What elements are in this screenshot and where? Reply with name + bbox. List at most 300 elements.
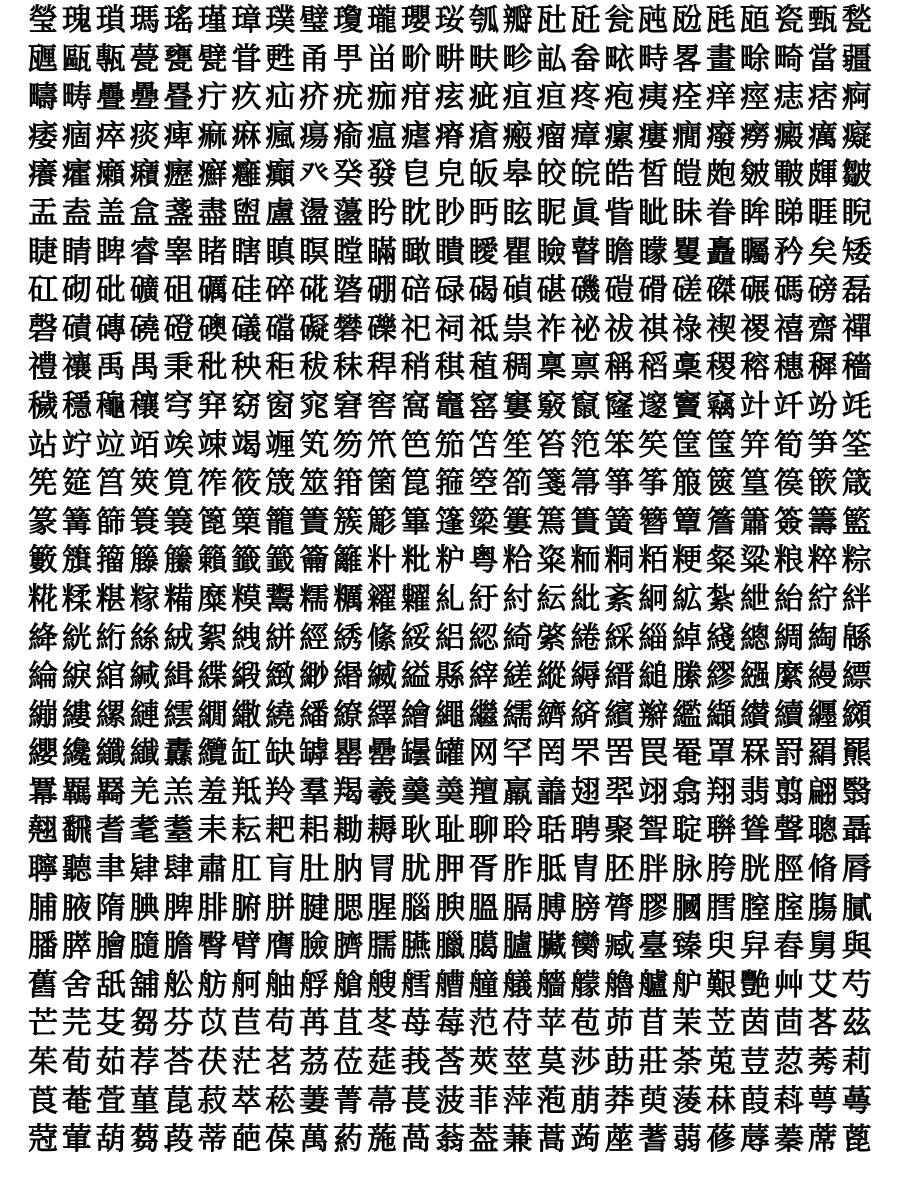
glyph: 畫 [706, 41, 737, 77]
glyph: 皙 [638, 157, 669, 193]
glyph: 舐 [95, 967, 126, 1003]
glyph: 舮 [672, 967, 703, 1003]
glyph: 簇 [333, 504, 364, 540]
character-row [26, 620, 874, 659]
glyph: 縋 [638, 659, 669, 695]
glyph: 肚 [299, 852, 330, 888]
glyph: 祚 [536, 311, 567, 347]
glyph: 竝 [95, 427, 126, 463]
glyph: 胖 [638, 852, 669, 888]
glyph: 絖 [61, 620, 92, 656]
glyph: 璞 [265, 3, 296, 38]
glyph: 翩 [807, 774, 838, 810]
character-row [26, 2, 874, 41]
glyph: 痊 [672, 80, 703, 116]
glyph: 簣 [570, 504, 601, 540]
glyph: 聨 [706, 813, 737, 849]
glyph: 羈 [61, 774, 92, 810]
glyph: 瓰 [672, 3, 703, 38]
glyph: 蓍 [638, 1122, 669, 1158]
glyph: 疇 [27, 80, 58, 116]
glyph: 總 [739, 620, 770, 656]
glyph: 痰 [129, 118, 160, 154]
glyph: 碎 [265, 273, 296, 309]
glyph: 臟 [536, 929, 567, 965]
glyph: 笶 [638, 427, 669, 463]
glyph: 畚 [570, 41, 601, 77]
glyph: 眞 [570, 195, 601, 231]
glyph: 蒹 [502, 1122, 533, 1158]
glyph: 瘰 [604, 118, 635, 154]
glyph: 縱 [536, 659, 567, 695]
glyph: 腴 [434, 890, 465, 926]
glyph: 茣 [536, 1045, 567, 1081]
glyph: 秉 [163, 350, 194, 386]
glyph: 綟 [61, 659, 92, 695]
glyph: 繝 [197, 697, 228, 733]
glyph: 癇 [672, 118, 703, 154]
glyph: 肅 [197, 852, 228, 888]
glyph: 礦 [129, 273, 160, 309]
glyph: 簧 [604, 504, 635, 540]
glyph: 續 [773, 697, 804, 733]
glyph: 紆 [468, 581, 499, 617]
glyph: 芍 [841, 967, 872, 1003]
glyph: 芟 [95, 1006, 126, 1042]
glyph: 碾 [739, 273, 770, 309]
glyph: 芬 [163, 1006, 194, 1042]
glyph: 胝 [536, 852, 567, 888]
character-row [26, 658, 874, 697]
glyph: 膂 [604, 890, 635, 926]
glyph: 萃 [231, 1083, 262, 1119]
glyph: 綫 [706, 620, 737, 656]
glyph: 甼 [333, 41, 364, 77]
glyph: 礬 [333, 311, 364, 347]
glyph: 縟 [570, 659, 601, 695]
glyph: 蒂 [197, 1122, 228, 1158]
glyph: 稠 [502, 350, 533, 386]
glyph: 菲 [468, 1083, 499, 1119]
glyph: 莟 [434, 1045, 465, 1081]
glyph: 祺 [638, 311, 669, 347]
glyph: 珱 [434, 3, 465, 38]
glyph: 艤 [502, 967, 533, 1003]
glyph: 胱 [739, 852, 770, 888]
glyph: 莠 [807, 1045, 838, 1081]
glyph: 竄 [570, 388, 601, 424]
glyph: 竭 [231, 427, 262, 463]
glyph: 耡 [333, 813, 364, 849]
glyph: 稱 [604, 350, 635, 386]
glyph: 睨 [841, 195, 872, 231]
glyph: 眈 [400, 195, 431, 231]
glyph: 糢 [231, 581, 262, 617]
glyph: 疼 [570, 80, 601, 116]
glyph: 綏 [400, 620, 431, 656]
character-row [26, 79, 874, 118]
glyph: 綯 [807, 620, 838, 656]
glyph: 瘡 [468, 118, 499, 154]
glyph: 緜 [841, 620, 872, 656]
glyph: 緤 [197, 659, 228, 695]
glyph: 穗 [773, 350, 804, 386]
glyph: 緝 [163, 659, 194, 695]
glyph: 繧 [163, 697, 194, 733]
glyph: 畭 [739, 41, 770, 77]
glyph: 瓏 [367, 3, 398, 38]
glyph: 箋 [536, 466, 567, 502]
glyph: 磔 [706, 273, 737, 309]
glyph: 繞 [265, 697, 296, 733]
glyph: 緞 [231, 659, 262, 695]
glyph: 稟 [536, 350, 567, 386]
glyph: 甕 [163, 41, 194, 77]
glyph: 笏 [333, 427, 364, 463]
glyph: 籠 [265, 504, 296, 540]
glyph: 碌 [434, 273, 465, 309]
glyph: 臾 [706, 929, 737, 965]
glyph: 聽 [61, 852, 92, 888]
glyph: 筱 [231, 466, 262, 502]
glyph: 胚 [604, 852, 635, 888]
glyph: 睹 [197, 234, 228, 270]
glyph: 粫 [570, 543, 601, 579]
glyph: 萼 [807, 1083, 838, 1119]
glyph: 蔆 [672, 1083, 703, 1119]
glyph: 篆 [27, 504, 58, 540]
glyph: 粹 [807, 543, 838, 579]
glyph: 鬻 [265, 581, 296, 617]
glyph: 粐 [434, 543, 465, 579]
glyph: 窶 [502, 388, 533, 424]
glyph: 紊 [604, 581, 635, 617]
glyph: 禪 [841, 311, 872, 347]
glyph: 粳 [672, 543, 703, 579]
glyph: 縡 [468, 659, 499, 695]
glyph: 纐 [841, 697, 872, 733]
glyph: 聢 [672, 813, 703, 849]
glyph: 礫 [367, 311, 398, 347]
glyph: 笆 [400, 427, 431, 463]
glyph: 菁 [333, 1083, 364, 1119]
glyph: 艷 [739, 967, 770, 1003]
glyph: 磑 [604, 273, 635, 309]
glyph: 纔 [61, 736, 92, 772]
glyph: 羯 [333, 774, 364, 810]
glyph: 礑 [265, 311, 296, 347]
glyph: 窈 [231, 388, 262, 424]
glyph: 箍 [434, 466, 465, 502]
glyph: 罔 [536, 736, 567, 772]
glyph: 苹 [536, 1006, 567, 1042]
glyph: 皃 [434, 157, 465, 193]
glyph: 祓 [604, 311, 635, 347]
glyph: 荅 [163, 1045, 194, 1081]
glyph: 菘 [265, 1083, 296, 1119]
character-row [26, 774, 874, 813]
glyph: 臍 [333, 929, 364, 965]
glyph: 縲 [95, 697, 126, 733]
glyph: 耻 [434, 813, 465, 849]
glyph: 絏 [231, 620, 262, 656]
glyph: 竢 [163, 427, 194, 463]
glyph: 菠 [434, 1083, 465, 1119]
glyph: 齋 [807, 311, 838, 347]
glyph: 艪 [604, 967, 635, 1003]
glyph: 茫 [231, 1045, 262, 1081]
glyph: 茯 [197, 1045, 228, 1081]
glyph: 痳 [231, 118, 262, 154]
glyph: 聆 [502, 813, 533, 849]
glyph: 粢 [536, 543, 567, 579]
glyph: 祟 [502, 311, 533, 347]
glyph: 臈 [468, 929, 499, 965]
glyph: 筵 [61, 466, 92, 502]
glyph: 翡 [739, 774, 770, 810]
glyph: 紿 [773, 581, 804, 617]
glyph: 籔 [27, 543, 58, 579]
glyph: 磅 [807, 273, 838, 309]
glyph: 笙 [502, 427, 533, 463]
glyph: 礙 [299, 311, 330, 347]
glyph: 罟 [604, 736, 635, 772]
glyph: 疆 [841, 41, 872, 77]
glyph: 縣 [434, 659, 465, 695]
glyph: 聘 [570, 813, 601, 849]
glyph: 當 [807, 41, 838, 77]
glyph: 莵 [706, 1045, 737, 1081]
glyph: 罧 [739, 736, 770, 772]
glyph: 舩 [163, 967, 194, 1003]
character-row [26, 156, 874, 195]
glyph: 睾 [163, 234, 194, 270]
glyph: 縺 [129, 697, 160, 733]
glyph: 簟 [672, 504, 703, 540]
glyph: 舫 [197, 967, 228, 1003]
glyph: 綰 [95, 659, 126, 695]
glyph: 眄 [468, 195, 499, 231]
glyph: 絋 [672, 581, 703, 617]
glyph: 蒿 [536, 1122, 567, 1158]
glyph: 茗 [265, 1045, 296, 1081]
glyph: 癶 [299, 157, 330, 193]
glyph: 苞 [570, 1006, 601, 1042]
glyph: 耨 [367, 813, 398, 849]
glyph: 疥 [299, 80, 330, 116]
character-row [26, 272, 874, 311]
glyph: 膃 [468, 890, 499, 926]
glyph: 罕 [502, 736, 533, 772]
glyph: 蓖 [841, 1122, 872, 1158]
glyph: 箒 [570, 466, 601, 502]
glyph: 菴 [61, 1083, 92, 1119]
glyph: 癆 [739, 118, 770, 154]
glyph: 磽 [129, 311, 160, 347]
glyph: 糲 [333, 581, 364, 617]
glyph: 簀 [299, 504, 330, 540]
character-row [26, 465, 874, 504]
glyph: 舸 [231, 967, 262, 1003]
glyph: 笵 [570, 427, 601, 463]
glyph: 纓 [27, 736, 58, 772]
glyph: 舁 [739, 929, 770, 965]
glyph: 筍 [773, 427, 804, 463]
glyph: 莚 [367, 1045, 398, 1081]
glyph: 皓 [604, 157, 635, 193]
glyph: 艘 [367, 967, 398, 1003]
glyph: 穉 [807, 350, 838, 386]
character-row [26, 41, 874, 80]
glyph: 菎 [163, 1083, 194, 1119]
glyph: 癬 [197, 157, 228, 193]
glyph: 眤 [536, 195, 567, 231]
glyph: 痾 [841, 80, 872, 116]
glyph: 蕚 [841, 1083, 872, 1119]
glyph: 龝 [95, 388, 126, 424]
glyph: 膣 [739, 890, 770, 926]
glyph: 肓 [265, 852, 296, 888]
glyph: 秧 [231, 350, 262, 386]
glyph: 眇 [434, 195, 465, 231]
glyph: 甌 [61, 41, 92, 77]
glyph: 疸 [536, 80, 567, 116]
glyph: 脉 [672, 852, 703, 888]
glyph: 莉 [841, 1045, 872, 1081]
glyph: 箘 [367, 466, 398, 502]
glyph: 祀 [400, 311, 431, 347]
glyph: 窰 [468, 388, 499, 424]
glyph: 繖 [231, 697, 262, 733]
glyph: 耄 [129, 813, 160, 849]
glyph: 碪 [536, 273, 567, 309]
glyph: 簍 [502, 504, 533, 540]
glyph: 篩 [95, 504, 126, 540]
glyph: 磆 [638, 273, 669, 309]
glyph: 緲 [299, 659, 330, 695]
glyph: 縅 [367, 659, 398, 695]
glyph: 苙 [706, 1006, 737, 1042]
glyph: 粭 [502, 543, 533, 579]
glyph: 菽 [197, 1083, 228, 1119]
glyph: 筴 [129, 466, 160, 502]
glyph: 紂 [502, 581, 533, 617]
glyph: 碚 [400, 273, 431, 309]
glyph: 碼 [773, 273, 804, 309]
glyph: 盞 [163, 195, 194, 231]
glyph: 篶 [536, 504, 567, 540]
glyph: 硼 [367, 273, 398, 309]
glyph: 笂 [299, 427, 330, 463]
glyph: 緕 [570, 697, 601, 733]
character-row [26, 1083, 874, 1122]
glyph: 穩 [61, 388, 92, 424]
glyph: 癈 [706, 118, 737, 154]
glyph: 畄 [367, 41, 398, 77]
glyph: 瓷 [773, 3, 804, 38]
character-row [26, 118, 874, 157]
glyph: 綉 [333, 620, 364, 656]
glyph: 盧 [265, 195, 296, 231]
glyph: 繩 [434, 697, 465, 733]
glyph: 禺 [129, 350, 160, 386]
glyph: 痲 [197, 118, 228, 154]
glyph: 臉 [299, 929, 330, 965]
glyph: 皴 [739, 157, 770, 193]
glyph: 膤 [706, 890, 737, 926]
glyph: 發 [367, 157, 398, 193]
glyph: 礒 [231, 311, 262, 347]
glyph: 稍 [400, 350, 431, 386]
glyph: 皹 [807, 157, 838, 193]
glyph: 緘 [129, 659, 160, 695]
glyph: 疵 [468, 80, 499, 116]
glyph: 纉 [739, 697, 770, 733]
glyph: 疽 [502, 80, 533, 116]
glyph: 篁 [739, 466, 770, 502]
glyph: 疔 [197, 80, 228, 116]
glyph: 與 [841, 929, 872, 965]
glyph: 畆 [536, 41, 567, 77]
glyph: 羚 [265, 774, 296, 810]
glyph: 禮 [27, 350, 58, 386]
glyph: 范 [468, 1006, 499, 1042]
glyph: 瘻 [638, 118, 669, 154]
glyph: 莇 [604, 1045, 635, 1081]
glyph: 舖 [129, 967, 160, 1003]
glyph: 膓 [807, 890, 838, 926]
glyph: 糜 [197, 581, 228, 617]
character-row [26, 349, 874, 388]
glyph: 竕 [807, 388, 838, 424]
glyph: 膕 [672, 890, 703, 926]
glyph: 籀 [95, 543, 126, 579]
glyph: 筮 [299, 466, 330, 502]
glyph: 羹 [400, 774, 431, 810]
glyph: 膾 [95, 929, 126, 965]
glyph: 砌 [61, 273, 92, 309]
glyph: 繪 [400, 697, 431, 733]
glyph: 蓚 [706, 1122, 737, 1158]
glyph: 癲 [265, 157, 296, 193]
glyph: 茵 [739, 1006, 770, 1042]
glyph: 菻 [706, 1083, 737, 1119]
character-row [26, 851, 874, 890]
glyph: 矼 [27, 273, 58, 309]
glyph: 瞑 [299, 234, 330, 270]
glyph: 羣 [299, 774, 330, 810]
glyph: 羝 [231, 774, 262, 810]
character-row [26, 735, 874, 774]
glyph: 腆 [129, 890, 160, 926]
glyph: 篥 [231, 504, 262, 540]
glyph: 繻 [502, 697, 533, 733]
glyph: 疝 [265, 80, 296, 116]
glyph: 苴 [333, 1006, 364, 1042]
glyph: 籤 [231, 543, 262, 579]
glyph: 萇 [400, 1083, 431, 1119]
glyph: 冐 [367, 852, 398, 888]
glyph: 纜 [197, 736, 228, 772]
glyph: 苜 [638, 1006, 669, 1042]
glyph: 聚 [604, 813, 635, 849]
glyph: 經 [299, 620, 330, 656]
glyph: 竓 [841, 388, 872, 424]
glyph: 萠 [570, 1083, 601, 1119]
glyph: 稘 [434, 350, 465, 386]
glyph: 碵 [502, 273, 533, 309]
glyph: 礇 [197, 311, 228, 347]
